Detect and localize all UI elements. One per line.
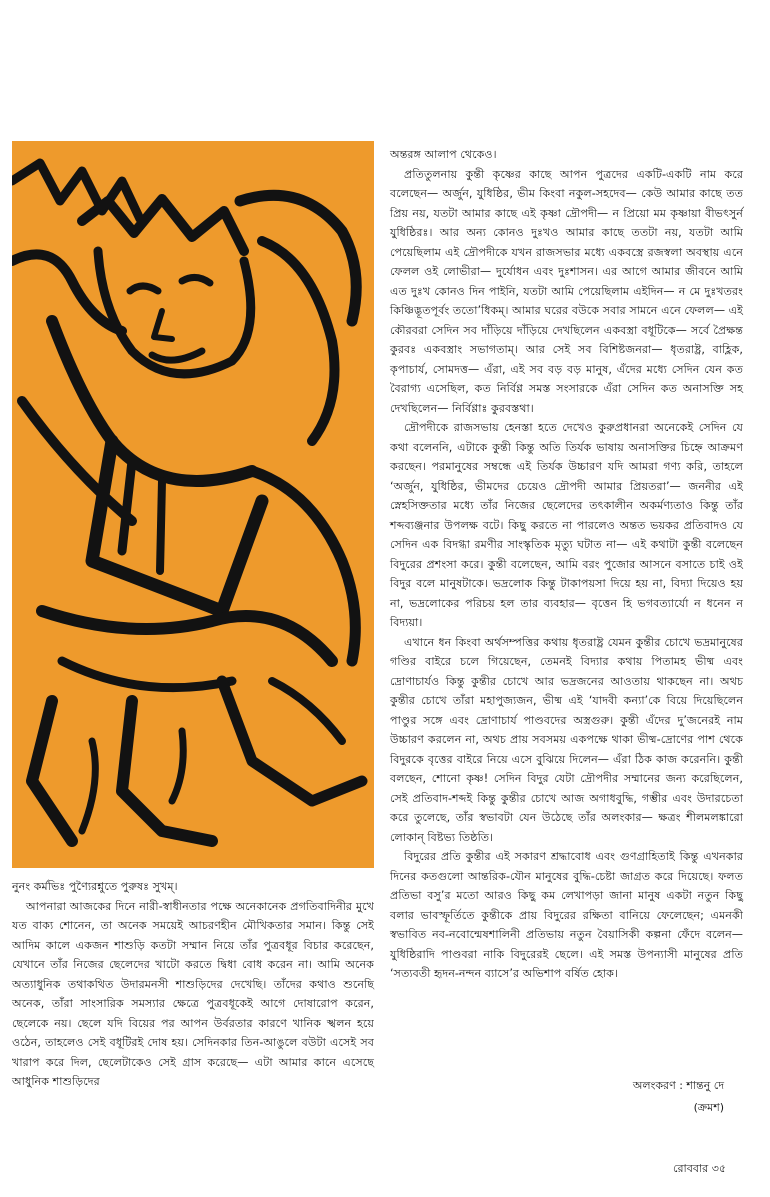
paragraph: দ্রৌপদীকে রাজসভায় হেনস্তা হতে দেখেও কুরুপ্রধানরা অনেকেই সেদিন যে কথা বলেননি, এটাকে কুন্তী কিন্তু অতি তির্যক ভাষায় অনাসক্তির চিহ্নে আক্রমণ করছেন। পরমানুষের সম্বন্ধে এই তির্যক উচ্চারণ যদি আমরা গণ্য করি, তাহলে ‘অর্জুন, যুধিষ্ঠির, ভীমদের চেয়েও দ্রৌপদী আমার প্রিয়তরা’— জননীর এই স্নেহসিক্ততার মধ্যে তাঁর নিজের ছেলেদের তৎকালীন অকর্মণ্যতাও কিন্তু তাঁর শব্দব্যঞ্জনার উপলক্ষ বটে। কিছু করতে না পারলেও অন্তত ভয়কর প্রতিবাদও যে সেদিন এক বিদগ্ধা রমণীর সাংস্কৃতিক মৃত্যু ঘটাত না— এই কথাটা কুন্তী বলেছেন বিদুরের প্রশংসা করে। কুন্তী বলেছেন, আমি বরং পুজোর আসনে বসাতে চাই ওই বিদুর বলে মানুষটাকে। ভদ্রলোক কিন্তু টাকাপয়সা দিয়ে হয় না, বিদ্যা দিয়েও হয় না, ভদ্রলোকের পরিচয় হল তার ব্যবহার— বৃত্তেন হি ভগবত্যার্যো ন ধনেন ন বিদ্যয়া। bbox=[390, 421, 743, 629]
right-column bbox=[390, 145, 743, 984]
illustration-icon bbox=[12, 141, 374, 868]
illustrator-credit: অলংকরণ : শান্তনু দে bbox=[632, 1079, 724, 1092]
left-column bbox=[12, 877, 374, 1092]
paragraph: আপনারা আজকের দিনে নারী-স্বাধীনতার পক্ষে অনেকানেক প্রগতিবাদিনীর মুখে যত বাক্য শোনেন, তা অনেক সময়েই আচরণহীন মৌখিকতার সমান। কিন্তু সেই আদিম কালে একজন শাশুড়ি কতটা সম্মান নিয়ে তাঁর পুত্রবধূর বিচার করেছেন, যেখানে তাঁর নিজের ছেলেদের খাটো করতে দ্বিধা বোধ করেন না। আমি অনেক অত্যাধুনিক তথাকথিত উদারমনসী শাশুড়িদের দেখেছি। তাঁদের কথাও শুনেছি অনেক, তাঁরা সাংসারিক সমস্যার ক্ষেত্রে পুত্রবধূকেই আগে দোষারোপ করেন, ছেলেকে নয়। ছেলে যদি বিয়ের পর আপন উর্বরতার কারণে খানিক স্খলন হয়ে ওঠেন, তাহলেও সেই বধূটিরই দোষ হয়। সেদিনকার তিন-আঙুলে বউটা এসেই সব খারাপ করে দিল, ছেলেটাকেও সেই গ্রাস করেছে— এটা আমার কানে এসেছে আধুনিক শাশুড়িদের bbox=[12, 899, 374, 1088]
paragraph: নুনং কর্মভিঃ পুণ্যৈরশ্নুতে পুরুষঃ সুখম্। bbox=[12, 880, 178, 893]
illustration-credit bbox=[633, 1075, 724, 1119]
serial-note: (ক্রমশ) bbox=[693, 1101, 724, 1114]
paragraph: এখানে ধন কিংবা অর্থসম্পত্তির কথায় ধৃতরাষ্ট্র যেমন কুন্তীর চোখে ভদ্রমানুষের গণ্ডির বাইরে চলে গিয়েছেন, তেমনই বিদ্যার কথায় পিতামহ ভীষ্ম এবং দ্রোণাচার্যও কিন্তু কুন্তীর চোখে আর ভদ্রজনের আওতায় থাকছেন না। অথচ কুন্তীর চোখে তাঁরা মহাপুজ্যজন, ভীষ্ম এই ‘যাদবী কন্যা’কে বিয়ে দিয়েছিলেন পাণ্ডুর সঙ্গে এবং দ্রোণাচার্য পাণ্ডবদের অস্ত্রগুরু। কুন্তী এঁদের দু’জনেরই নাম উচ্চারণ করলেন না, অথচ প্রায় সবসময় একপক্ষে থাকা ভীষ্ম-দ্রোণের পাশ থেকে বিদুরকে বৃত্তের বাইরে নিয়ে এসে বুঝিয়ে দিলেন— এঁরা ঠিক কাজ করেননি। কুন্তী বলছেন, শোনো কৃষ্ণ! সেদিন বিদুর যেটা দ্রৌপদীর সম্মানের জন্য করেছিলেন, সেই প্রতিবাদ-শব্দই কিন্তু কুন্তীর চোখে আজ অগাধবুদ্ধি, গম্ভীর এবং উদারচেতা করে তুলেছে, তাঁর স্বভাবটা যেন উঠেছে তাঁর অলংকার— ক্ষত্রং শীলমলঙ্কারো লোকান্ বিষ্টভ্য তিষ্ঠতি। bbox=[390, 635, 743, 844]
page-folio: রোববার ৩৫ bbox=[673, 1162, 726, 1175]
illustration bbox=[12, 141, 374, 868]
paragraph: অন্তরঙ্গ আলাপ থেকেও। bbox=[390, 148, 497, 161]
paragraph: বিদুরের প্রতি কুন্তীর এই সকারণ শ্রদ্ধাবোধ এবং গুণগ্রাহিতাই কিন্তু এখনকার দিনের কতগুলো আন্তরিক-যৌন মানুষের বুদ্ধি-চেষ্টা জাগ্রত করে দিয়েছে। ফলত প্রতিভা বসু’র মতো আরও কিছু কম লেখাপড়া জানা মানুষ একটা নতুন কিছু বলার ভাবস্ফূর্তিতে কুন্তীকে প্রায় বিদুরের রক্ষিতা বানিয়ে ফেলেছেন; এমনকী স্বভাবিত নব-নবোন্মেষশালিনী প্রতিভায় নতুন বৈয়াসিকী কল্পনা ফেঁদে বলেন— যুধিষ্ঠিরাদি পাণ্ডবরা নাকি বিদুরেরই ছেলে। এই সমস্ত উপন্যাসী মানুষের প্রতি ‘সত্যবতী হৃদন-নন্দন ব্যাসে’র অভিশাপ বর্ষিত হোক। bbox=[390, 850, 743, 980]
paragraph: প্রতিতুলনায় কুন্তী কৃষ্ণের কাছে আপন পুত্রদের একটি-একটি নাম করে বলেছেন— অর্জুন, যুধিষ্ঠির, ভীম কিংবা নকুল-সহদেব— কেউ আমার কাছে তত প্রিয় নয়, যতটা আমার কাছে এই কৃষ্ণা দ্রৌপদী— ন প্রিয়ো মম কৃষ্ণায়া বীভৎসুর্ন যুধিষ্ঠিরঃ। আর অন্য কোনও দুঃখও আমার কাছে ততটা নয়, যতটা আমি পেয়েছিলাম এই দ্রৌপদীকে যখন রাজসভার মধ্যে একবস্ত্রে রজস্বলা অবস্থায় এনে ফেলল ওই লোভীরা— দুর্যোধন এবং দুঃশাসন। এর আগে আমার জীবনে আমি এত দুঃখ কোনও দিন পাইনি, যতটা আমি পেয়েছিলাম এইদিন— ন মে দুঃখতরং কিঞ্চিদ্ভূতপূর্বং ততো’ধিকম্। আমার ঘরের বউকে সবার সামনে এনে ফেলল— এই কৌরবরা সেদিন সব দাঁড়িয়ে দাঁড়িয়ে দেখছিলেন একবস্ত্রা বধূটিকে— সর্বে প্রৈক্ষন্ত কুরবঃ একবস্ত্রাং সভাগতাম্। আর সেই সব বিশিষ্টজনরা— ধৃতরাষ্ট্র, বাহ্লিক, কৃপাচার্য, সোমদত্ত— এঁরা, এই সব বড় বড় মানুষ, এঁদের মধ্যে সেদিন যেন কত বৈরাগ্য এসেছিল, কত নির্বিণ্ণ সমস্ত সংসারকে এঁরা সেদিন কত অনাসক্তি সহ দেখছিলেন— নির্বিণ্ণাঃ কুরবস্তথা। bbox=[390, 167, 743, 415]
